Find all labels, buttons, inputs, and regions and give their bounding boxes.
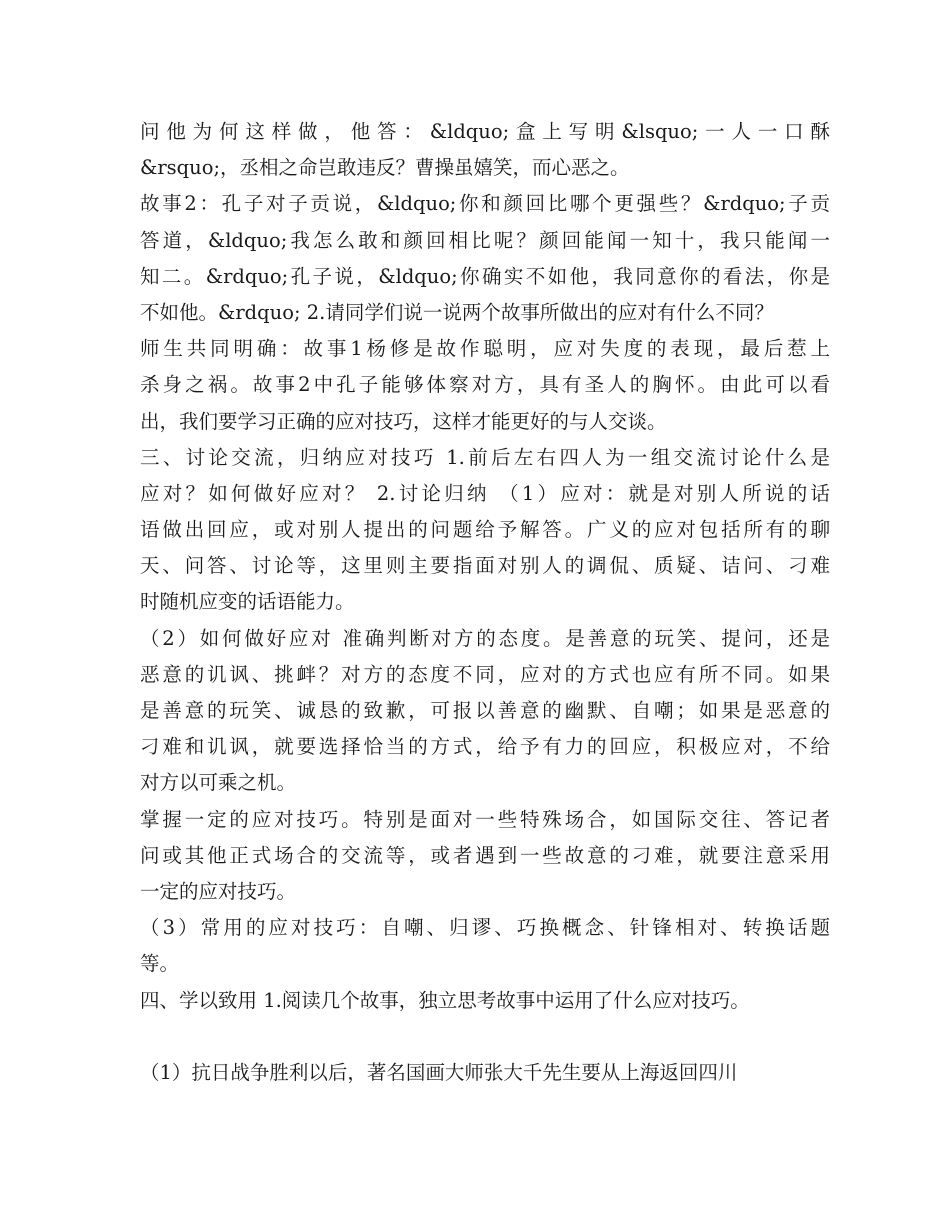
text-line: 问他为何这样做，他答：&ldquo;盒上写明&lsquo;一人一口酥 (140, 120, 830, 143)
text-line: 应对？如何做好应对？ 2.讨论归纳 （1）应对：就是对别人所说的话 (140, 481, 830, 505)
text-line: （1）抗日战争胜利以后，著名国画大师张大千先生要从上海返回四川 (140, 1060, 738, 1084)
text-line: 出，我们要学习正确的应对技巧，这样才能更好的与人交谈。 (140, 409, 667, 433)
text-line: 不如他。&rdquo; 2.请同学们说一说两个故事所做出的应对有什么不同？ (140, 300, 774, 324)
text-line: 等。 (140, 952, 180, 976)
text-line: 恶意的讥讽、挑衅？对方的态度不同，应对的方式也应有所不同。如果 (140, 662, 830, 686)
text-line: &rsquo;，丞相之命岂敢违反？曹操虽嬉笑，而心恶之。 (140, 156, 630, 180)
text-line: 是善意的玩笑、诚恳的致歉，可报以善意的幽默、自嘲；如果是恶意的 (140, 699, 830, 722)
text-line: （3）常用的应对技巧：自嘲、归谬、巧换概念、针锋相对、转换话题 (140, 916, 830, 940)
text-line: 对方以可乘之机。 (140, 771, 297, 795)
text-line: 答道，&ldquo;我怎么敢和颜回相比呢？颜回能闻一知十，我只能闻一 (140, 228, 830, 252)
text-line: 一定的应对技巧。 (140, 879, 297, 903)
text-line: 杀身之祸。故事2中孔子能够体察对方，具有圣人的胸怀。由此可以看 (140, 373, 830, 397)
text-line: 语做出回应，或对别人提出的问题给予解答。广义的应对包括所有的聊 (140, 518, 830, 542)
text-line: 刁难和讥讽，就要选择恰当的方式，给予有力的回应，积极应对，不给 (140, 735, 830, 759)
body-text (140, 114, 830, 1091)
text-line: 故事2：孔子对子贡说，&ldquo;你和颜回比哪个更强些？&rdquo;子贡 (140, 192, 830, 216)
text-line: 四、学以致用 1.阅读几个故事，独立思考故事中运用了什么应对技巧。 (140, 988, 750, 1012)
blank-line (140, 1019, 830, 1055)
text-line: 师生共同明确：故事1杨修是故作聪明，应对失度的表现，最后惹上 (140, 337, 830, 361)
text-line: 掌握一定的应对技巧。特别是面对一些特殊场合，如国际交往、答记者 (140, 807, 830, 831)
text-line: 问或其他正式场合的交流等，或者遇到一些故意的刁难，就要注意采用 (140, 843, 830, 867)
text-line: （2）如何做好应对 准确判断对方的态度。是善意的玩笑、提问，还是 (140, 626, 830, 650)
text-line: 天、问答、讨论等，这里则主要指面对别人的调侃、质疑、诘问、刁难 (140, 554, 830, 578)
text-line: 知二。&rdquo;孔子说，&ldquo;你确实不如他，我同意你的看法，你是 (140, 264, 830, 288)
text-line: 时随机应变的话语能力。 (140, 590, 355, 614)
text-line: 三、讨论交流，归纳应对技巧 1.前后左右四人为一组交流讨论什么是 (140, 445, 830, 469)
